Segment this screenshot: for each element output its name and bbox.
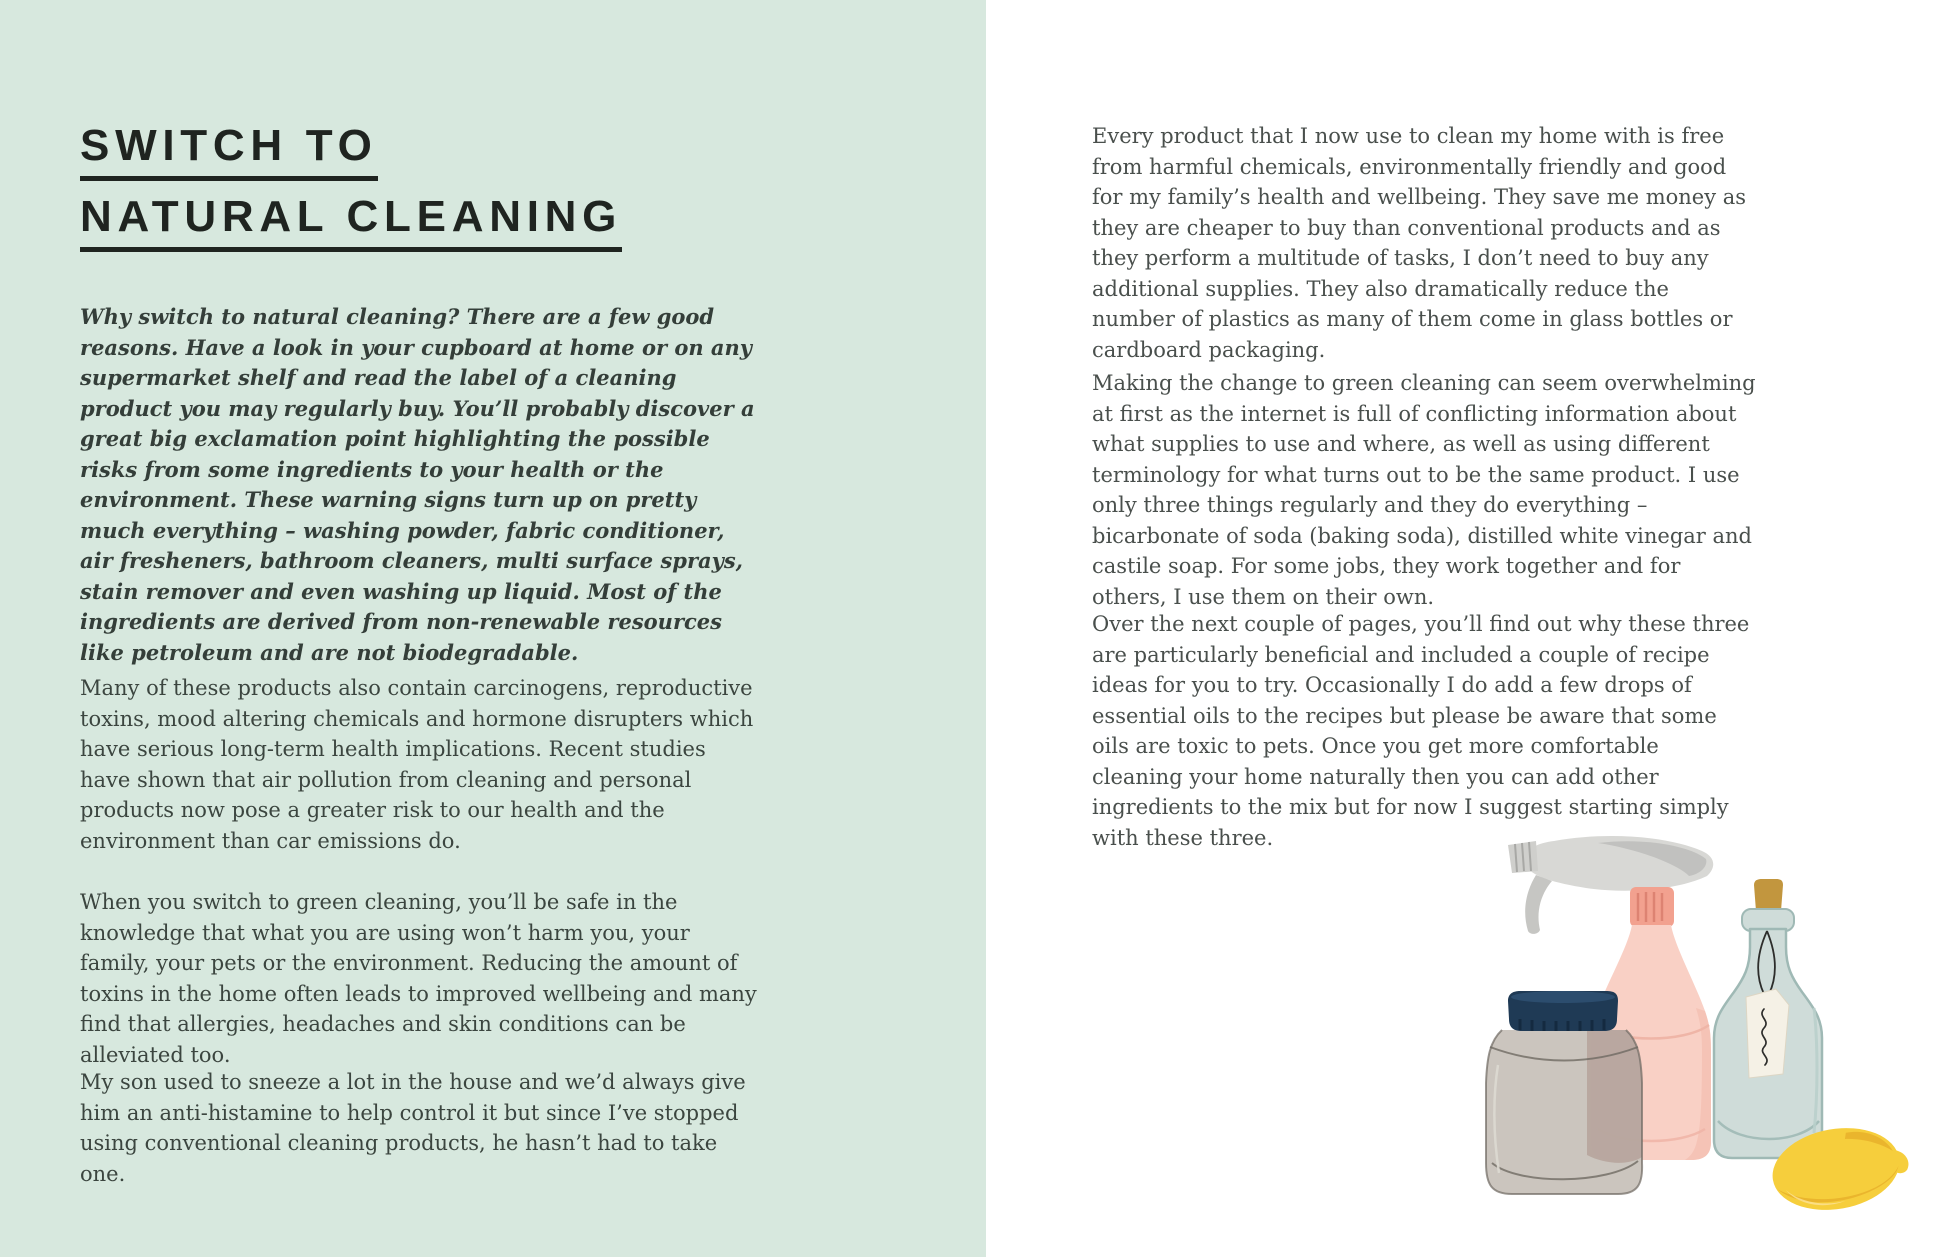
- title-line-1: SWITCH TO: [80, 124, 378, 181]
- right-paragraph-1: Every product that I now use to clean my home with is free from harmful chemicals, environmentally friendly and good for my family’s health and wellbeing. They save me money as they are cheaper to buy than conventional products and as they perform a multitude of tasks, I don’t need to buy any additional supplies. They also dramatically reduce the number of plastics as many of them come in glass bottles or cardboard packaging.: [1092, 124, 1747, 362]
- glass-bottle-icon: [1714, 879, 1822, 1158]
- left-paragraph-3: My son used to sneeze a lot in the house and we’d always give him an anti-histamine to help control it but since I’ve stopped using conventional cleaning products, he hasn’t had to take one.: [80, 1070, 746, 1186]
- title-line-2: NATURAL CLEANING: [80, 195, 622, 252]
- right-paragraph-2: Making the change to green cleaning can seem overwhelming at first as the internet is full of conflicting information about what supplies to use and where, as well as using different terminology for what turns out to be the same product. I use only three things regularly and they do everything – bicarbonate of soda (baking soda), distilled white vinegar and castile soap. For some jobs, they work together and for others, I use them on their own.: [1092, 371, 1756, 609]
- page-title: [80, 121, 623, 266]
- left-paragraph-2: When you switch to green cleaning, you’ll be safe in the knowledge that what you are using won’t harm you, your family, your pets or the environment. Reducing the amount of toxins in the home often leads to improved wellbeing and many find that allergies, headaches and skin conditions can be alleviated too.: [80, 890, 757, 1067]
- right-page: [986, 0, 1946, 1257]
- bottle-tag-icon: [1746, 989, 1789, 1078]
- cleaning-supplies-illustration: [1478, 833, 1918, 1213]
- left-paragraph-1: Many of these products also contain carcinogens, reproductive toxins, mood altering chemicals and hormone disrupters which have serious long-term health implications. Recent studies have shown that air pollution from cleaning and personal products now pose a greater risk to our health and the environment than car emissions do.: [80, 676, 754, 853]
- intro-paragraph: Why switch to natural cleaning? There are a few good reasons. Have a look in your cupboard at home or on any supermarket shelf and read the label of a cleaning product you may regularly buy. You’ll probably discover a great big exclamation point highlighting the possible risks from some ingredients to your health or the environment. These warning signs turn up on pretty much everything – washing powder, fabric conditioner, air fresheners, bathroom cleaners, multi surface sprays, stain remover and even washing up liquid. Most of the ingredients are derived from non-renewable resources like petroleum and are not biodegradable.: [80, 304, 755, 665]
- right-paragraph-3: Over the next couple of pages, you’ll find out why these three are particularly beneficial and included a couple of recipe ideas for you to try. Occasionally I do add a few drops of essential oils to the recipes but please be aware that some oils are toxic to pets. Once you get more comfortable cleaning your home naturally then you can add other ingredients to the mix but for now I suggest starting simply with these three.: [1092, 612, 1750, 850]
